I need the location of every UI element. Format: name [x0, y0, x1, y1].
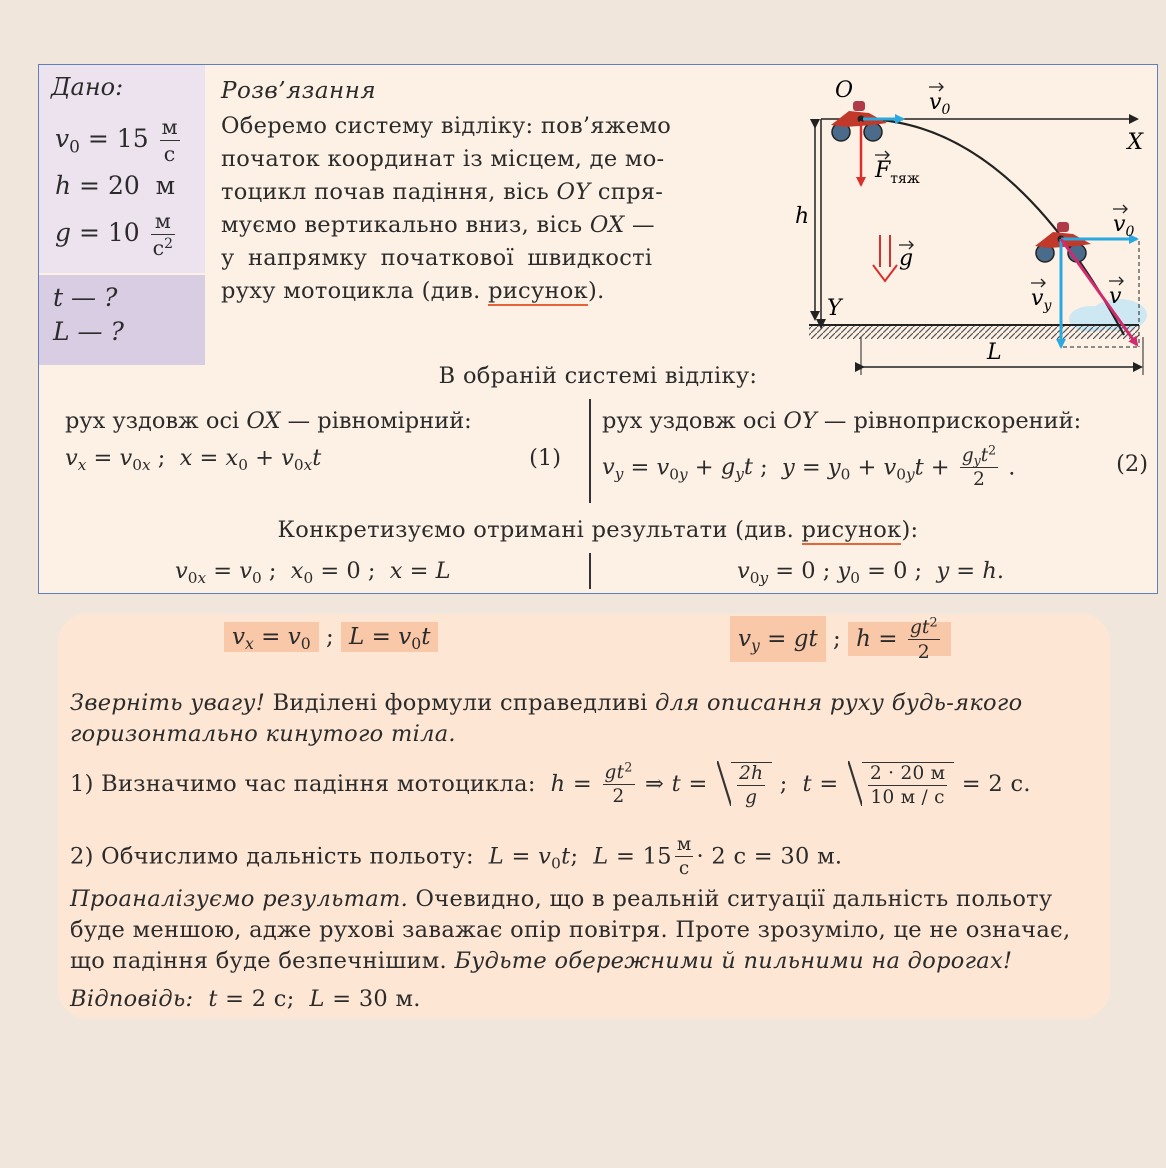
solution-line-5: у напрямку початкової швидкості — [221, 245, 653, 271]
oy-heading: рух уздовж осі OY — рівноприскорений: — [602, 408, 1082, 434]
attention-line-2: горизонтально кинутого тіла. — [70, 721, 456, 747]
attention-line-1: Зверніть увагу! Виділені формули справедливі для описання руху будь-якого — [70, 690, 1023, 716]
eq2-number: (2) — [1116, 451, 1148, 477]
label-g: g — [899, 246, 914, 271]
g-vector-icon — [873, 235, 897, 281]
concretize-line: Конкретизуємо отримані результати (див. рисунок): — [277, 517, 919, 543]
concrete-ox: $v_{0x} = v_0$ ; $x_0 = 0$ ; x = L — [175, 558, 451, 587]
step-2: 2) Обчислимо дальність польоту: $L = v_0t$; L = 15 $\frac{м}{с}$ · 2 с = 30 м. — [70, 834, 843, 880]
label-v0-start: v — [929, 90, 942, 115]
column-divider — [589, 399, 591, 503]
result-oy: $v_y$ = gt ; h = $\frac{gt^2}{2}$ — [730, 618, 951, 662]
answer-line: Відповідь: t = 2 с; L = 30 м. — [70, 986, 421, 1012]
svg-text:v0: $v_0$ — [929, 90, 951, 118]
eq-ox: $v_x = v_{0x}$ ; $x = x_0 + v_{0x}t$ (1) — [65, 445, 561, 474]
figure-link-2[interactable]: рисунок — [801, 517, 902, 543]
label-h: h — [795, 204, 810, 229]
unknown-t: t — ? — [53, 283, 118, 312]
svg-text:Fтяж: $F_{тяж}$ — [875, 158, 920, 187]
solution-title: Розв’язання — [221, 78, 377, 104]
ground — [809, 325, 1139, 339]
analysis-line-2: буде меншою, адже рухові заважає опір повітря. Проте зрозуміло, це не означає, — [70, 917, 1071, 943]
eq1-number: (1) — [529, 445, 561, 471]
eq-oy: $v_y = v_{0y} + g_yt$ ; $y = y_0 + v_{0y}t$ + $\frac{g_yt^2}{2}$ . (2) — [602, 442, 1148, 491]
solution-line-1: Оберемо систему відліку: пов’яжемо — [221, 113, 672, 139]
svg-text:vy: $v_y$ — [1031, 286, 1052, 314]
given-g: g = 10 $\frac{м}{с^2}$ — [55, 209, 173, 260]
given-h: h = 20 м — [55, 171, 176, 200]
label-vy: v — [1031, 286, 1044, 311]
label-v0-fall: v — [1113, 212, 1126, 237]
result-ox: $v_x = v_0$ ; $L = v_0t$ — [224, 624, 438, 650]
label-X: X — [1127, 130, 1143, 155]
trajectory — [861, 119, 1124, 335]
given-title: Дано: — [51, 73, 124, 101]
solution-line-6: руху мотоцикла (див. рисунок). — [221, 278, 605, 304]
solution-line-4: муємо вертикально вниз, вісь OX — — [221, 212, 655, 238]
analysis-line-1: Проаналізуємо результат. Очевидно, що в реальній ситуації дальність польоту — [70, 886, 1053, 912]
solution-panel — [38, 64, 1158, 594]
label-O: O — [835, 78, 854, 103]
concrete-oy: $v_{0y} = 0$ ; $y_0 = 0$ ; y = h. — [737, 558, 1004, 587]
solution-line-2: початок координат із місцем, де мо- — [221, 146, 665, 172]
label-L: L — [987, 340, 1002, 365]
label-v: v — [1109, 284, 1122, 309]
frame-header: В обраній системі відліку: — [438, 363, 758, 389]
given-v0: $v_0 = 15$ $\frac{м}{с}$ — [55, 115, 178, 166]
ox-heading: рух уздовж осі OX — рівномірний: — [65, 408, 472, 434]
motion-diagram — [769, 75, 1149, 375]
label-Y: Y — [827, 296, 842, 321]
unknown-box — [39, 275, 205, 365]
given-box — [39, 65, 205, 273]
solution-line-3: тоцикл почав падіння, вісь OY спря- — [221, 179, 664, 205]
unknown-L: L — ? — [53, 317, 124, 346]
step-1: 1) Визначимо час падіння мотоцикла: h = $\frac{gt^2}{2}$ ⇒ t = $\frac{2h}{g}$ ; t = $\frac{2 \cdot 20 м}{10 м / с}$ = 2 с. — [70, 759, 1031, 809]
label-F: F — [875, 158, 891, 183]
svg-text:v0: $v_0$ — [1113, 212, 1135, 240]
results-panel — [58, 614, 1110, 1018]
figure-link[interactable]: рисунок — [488, 278, 589, 304]
analysis-line-3: що падіння буде безпечнішим. Будьте обережними й пильними на дорогах! — [70, 948, 1013, 974]
